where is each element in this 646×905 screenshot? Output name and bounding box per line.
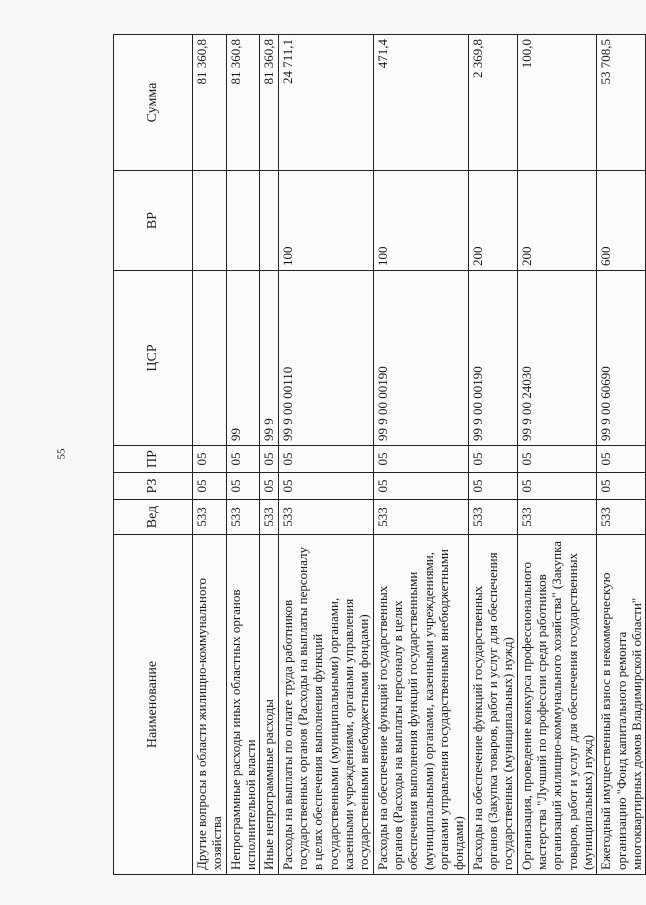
- table-row: [193, 35, 227, 875]
- cell-name: Расходы на выплаты по оплате труда работников государственных органов (Расходы на выплаты персоналу в целях обеспечения выполнения функций государственными (муниципальными) органами, казенными учреждениями, органами управления государственными внебюджетными фондами): [278, 535, 373, 875]
- cell-csr: 99: [226, 271, 260, 446]
- cell-rz: 05: [226, 473, 260, 500]
- table-row: [468, 35, 517, 875]
- cell-ved: 533: [193, 500, 227, 535]
- table-row: [517, 35, 597, 875]
- cell-vr: 100: [278, 171, 373, 271]
- cell-vr: [226, 171, 260, 271]
- cell-sum: 2 369,8: [468, 35, 517, 171]
- cell-vr: [260, 171, 278, 271]
- header-ved: Вед: [114, 500, 193, 535]
- rotated-page: [113, 35, 644, 875]
- cell-sum: 53 708,5: [597, 35, 646, 171]
- cell-ved: 533: [373, 500, 468, 535]
- table-row: [278, 35, 373, 875]
- header-vr: ВР: [114, 171, 193, 271]
- cell-vr: 200: [468, 171, 517, 271]
- cell-ved: 533: [597, 500, 646, 535]
- table-row: [226, 35, 260, 875]
- cell-sum: 81 360,8: [193, 35, 227, 171]
- cell-pr: 05: [278, 446, 373, 473]
- cell-rz: 05: [517, 473, 597, 500]
- cell-csr: [193, 271, 227, 446]
- cell-name: Организация, проведение конкурса профессионального мастерства "Лучший по профессии среди работников организаций жилищно-коммунального хозяйства" (Закупка товаров, работ и услуг для обеспечения государственных (муниципальных) нужд): [517, 535, 597, 875]
- cell-vr: 200: [517, 171, 597, 271]
- header-name: Наименование: [114, 535, 193, 875]
- cell-sum: 81 360,8: [226, 35, 260, 171]
- cell-rz: 05: [468, 473, 517, 500]
- header-sum: Сумма: [114, 35, 193, 171]
- cell-rz: 05: [193, 473, 227, 500]
- cell-sum: 471,4: [373, 35, 468, 171]
- cell-pr: 05: [226, 446, 260, 473]
- cell-ved: 533: [278, 500, 373, 535]
- cell-vr: [193, 171, 227, 271]
- cell-ved: 533: [517, 500, 597, 535]
- cell-csr: 99 9 00 60690: [597, 271, 646, 446]
- table-header-row: [114, 35, 193, 875]
- cell-name: Расходы на обеспечение функций государственных органов (Расходы на выплаты персоналу в целях обеспечения выполнения функций государственными (муниципальными) органами, казенными учреждениями, органами управления государственными внебюджетными фондами): [373, 535, 468, 875]
- cell-rz: 05: [278, 473, 373, 500]
- cell-pr: 05: [193, 446, 227, 473]
- table-row: [260, 35, 278, 875]
- cell-name: Иные непрограммные расходы: [260, 535, 278, 875]
- cell-vr: 100: [373, 171, 468, 271]
- cell-ved: 533: [260, 500, 278, 535]
- cell-name: Ежегодный имущественный взнос в некоммерческую организацию "Фонд капитального ремонта многоквартирных домов Владимирской области": [597, 535, 646, 875]
- cell-ved: 533: [226, 500, 260, 535]
- cell-pr: 05: [373, 446, 468, 473]
- cell-pr: 05: [468, 446, 517, 473]
- cell-pr: 05: [260, 446, 278, 473]
- cell-csr: 99 9 00 00190: [468, 271, 517, 446]
- cell-sum: 100,0: [517, 35, 597, 171]
- cell-sum: 24 711,1: [278, 35, 373, 171]
- cell-ved: 533: [468, 500, 517, 535]
- cell-vr: 600: [597, 171, 646, 271]
- cell-rz: 05: [373, 473, 468, 500]
- cell-csr: 99 9 00 24030: [517, 271, 597, 446]
- budget-table: [113, 34, 646, 875]
- cell-name: Другие вопросы в области жилищно-коммунального хозяйства: [193, 535, 227, 875]
- cell-csr: 99 9: [260, 271, 278, 446]
- cell-pr: 05: [517, 446, 597, 473]
- page-number: 55: [55, 448, 68, 460]
- cell-name: Непрограммные расходы иных областных органов исполнительной власти: [226, 535, 260, 875]
- table-row: [597, 35, 646, 875]
- table-row: [373, 35, 468, 875]
- cell-csr: 99 9 00 00190: [373, 271, 468, 446]
- header-rz: РЗ: [114, 473, 193, 500]
- cell-sum: 81 360,8: [260, 35, 278, 171]
- cell-rz: 05: [260, 473, 278, 500]
- header-csr: ЦСР: [114, 271, 193, 446]
- cell-csr: 99 9 00 00110: [278, 271, 373, 446]
- header-pr: ПР: [114, 446, 193, 473]
- cell-pr: 05: [597, 446, 646, 473]
- cell-name: Расходы на обеспечение функций государственных органов (Закупка товаров, работ и услуг для обеспечения государственных (муниципальных) нужд): [468, 535, 517, 875]
- cell-rz: 05: [597, 473, 646, 500]
